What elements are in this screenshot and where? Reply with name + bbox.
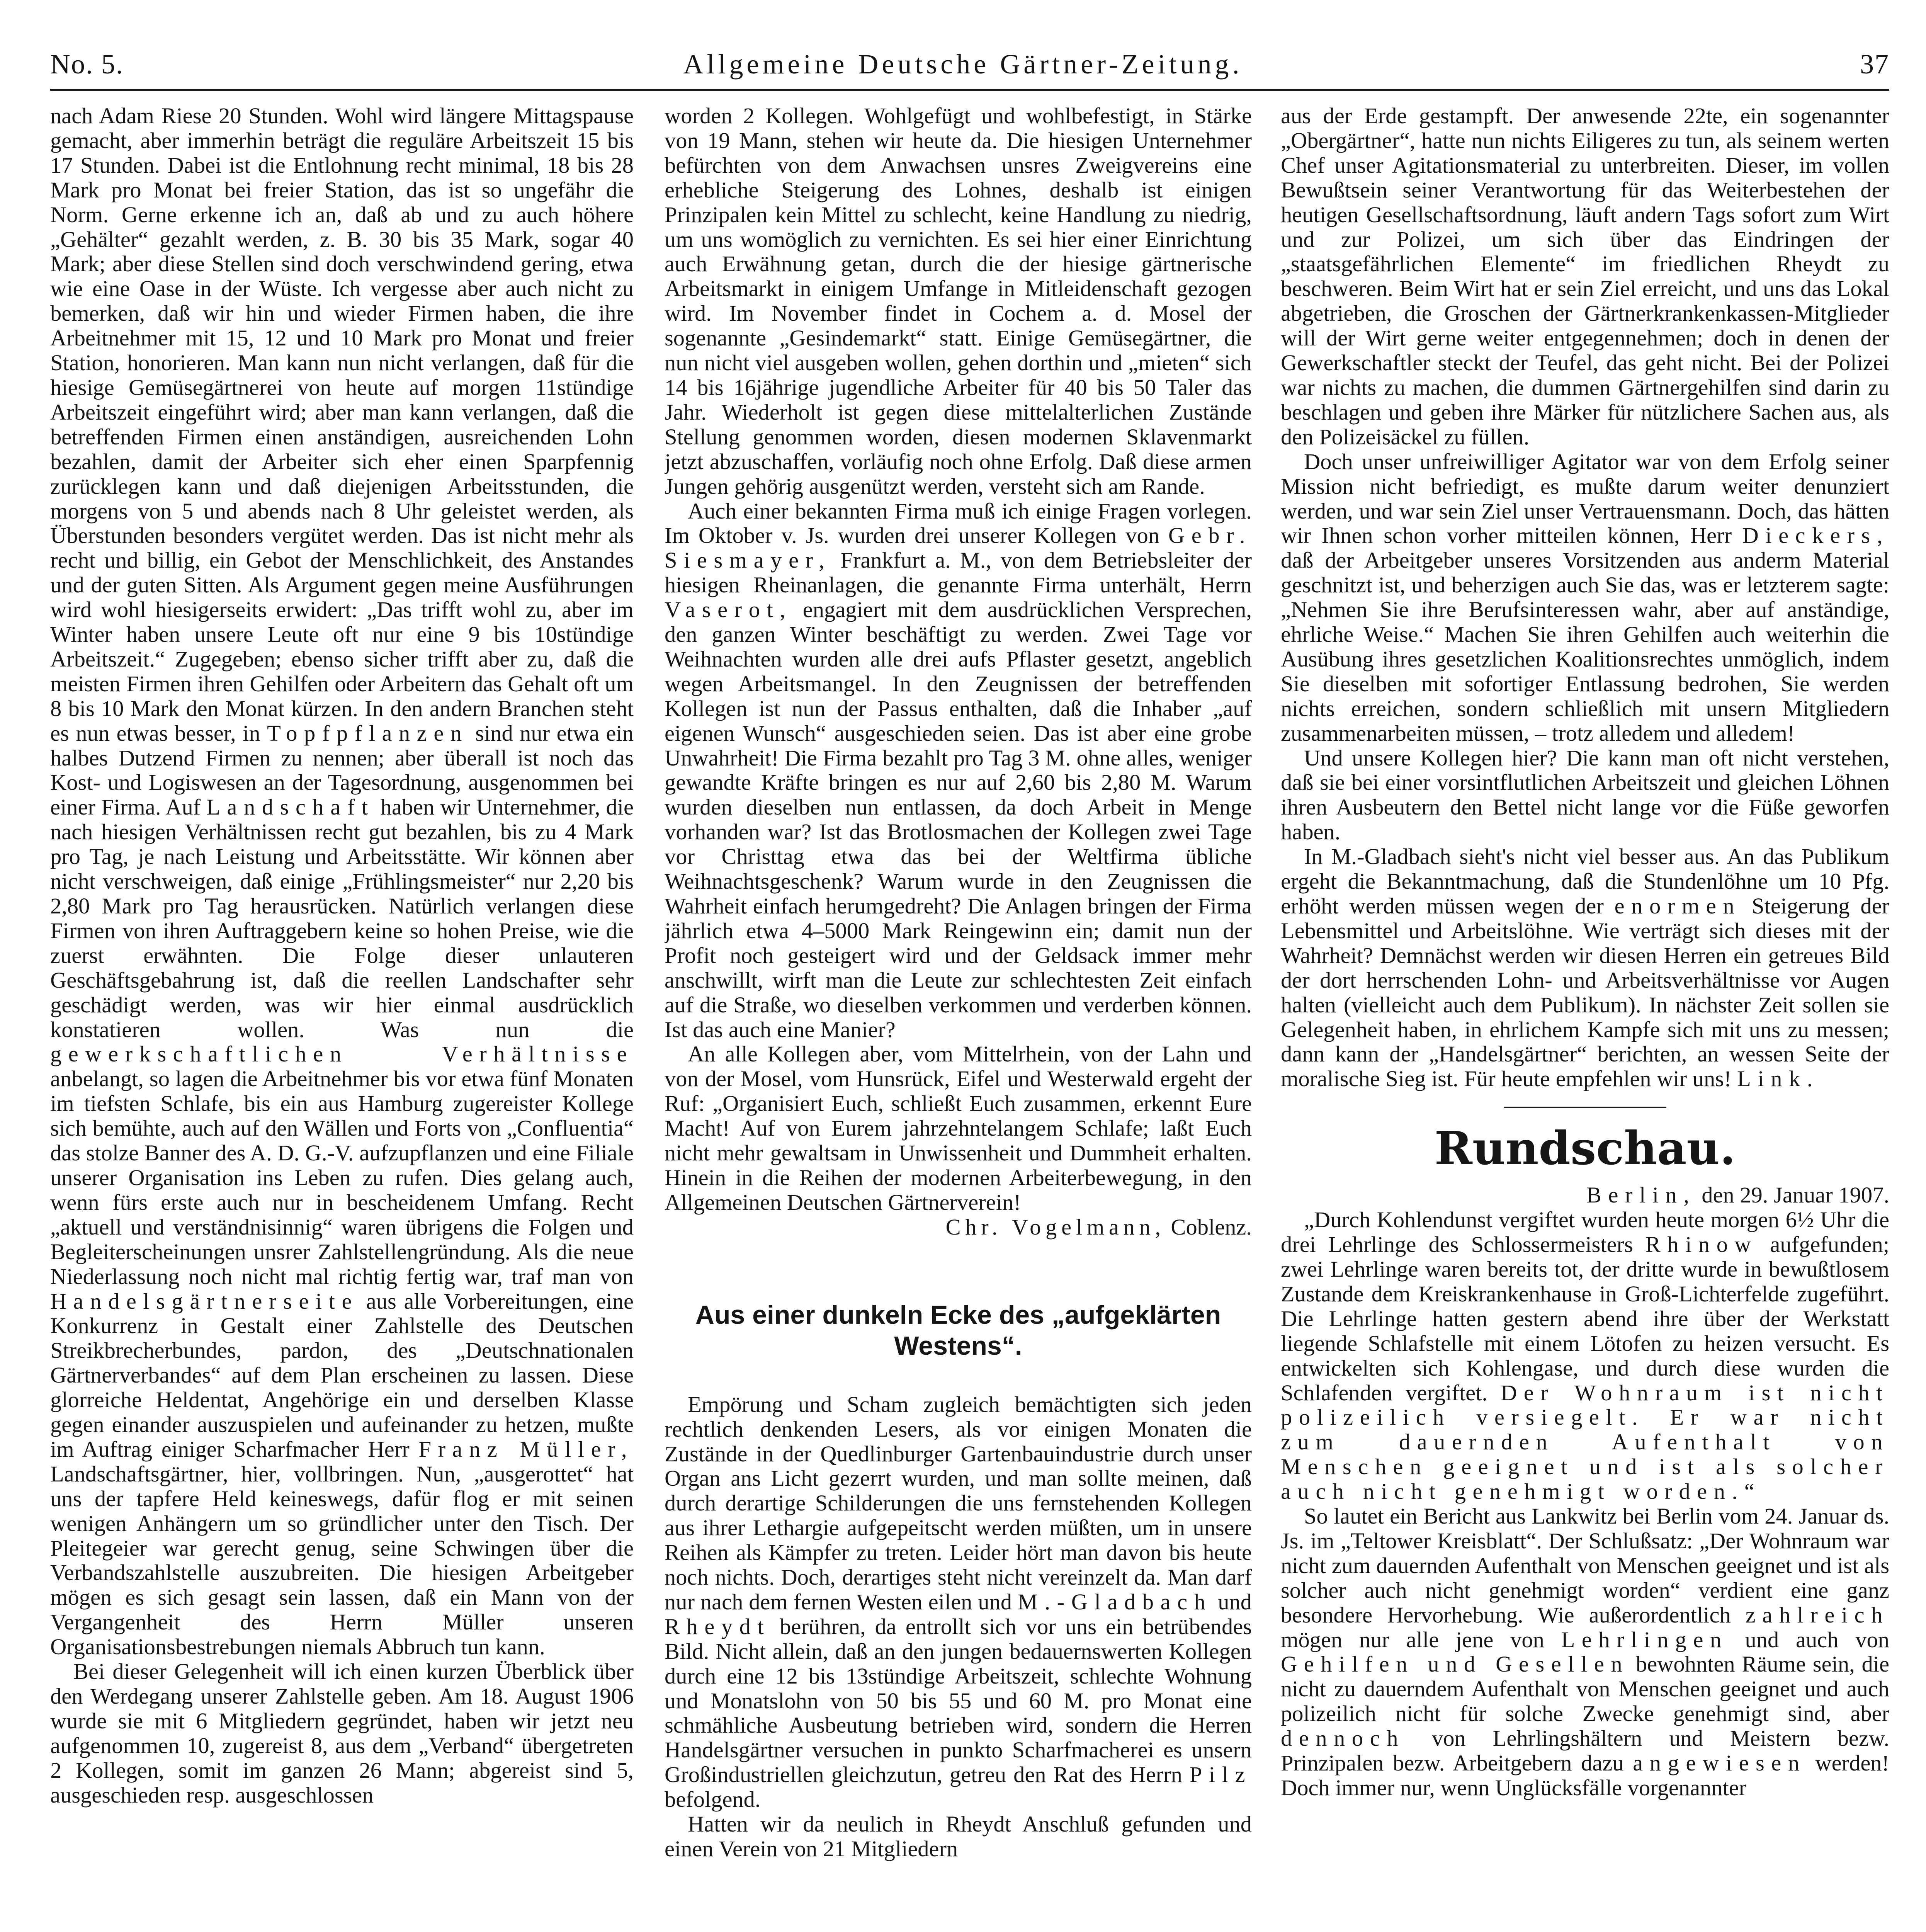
article-paragraph: aus der Erde gestampft. Der anwesende 22te, ein sogenannter „Obergärtner“, hatte nun nichts Eiligeres zu tun, als seinem werten Chef unser Agitationsmaterial zu unterbreiten. Dieser, im vollen Bewußtsein seiner Verantwortung für das Weiterbestehen der heutigen Gesellschaftsordnung, läuft andern Tags sofort zum Wirt und zur Polizei, um sich über das Eindringen der „staatsgefährlichen Elemente“ im friedlichen Rheydt zu beschweren. Beim Wirt hat er sein Ziel erreicht, und uns das Lokal abgetrieben, die Groschen der Gärtnerkrankenkassen-Mitglieder will der Wirt gerne weiter entgegennehmen; doch in denen der Gewerkschaftler steckt der Teufel, das geht nicht. Bei der Polizei war nichts zu machen, die dummen Gärtnergehilfen sind darin zu beschlagen und geben ihre Märker für nützlichere Sachen aus, als den Polizeisäckel zu füllen.: [1281, 104, 1889, 449]
emphasized-term: dennoch: [1281, 1726, 1405, 1751]
article-paragraph: Und unsere Kollegen hier? Die kann man oft nicht verstehen, daß sie bei einer vorsintflutlichen Arbeitszeit und gleichen Löhnen ihren Ausbeutern den Bettel nicht lange vor die Füße geworfen haben.: [1281, 745, 1889, 845]
article-paragraph: Doch unser unfreiwilliger Agitator war von dem Erfolg seiner Mission nicht befriedigt, es mußte darum weiter denunziert werden, und war sein Ziel unser Vertrauensmann. Doch, das hätten wir Ihnen schon vorher mitteilen können, Herr Dieckers, daß der Arbeitgeber unseres Vorsitzenden aus anderm Material geschnitzt ist, und beherzigen auch Sie das, was er letzterem sagte: „Nehmen Sie ihre Berufsinteressen wahr, aber auf anständige, ehrliche Weise.“ Machen Sie ihren Gehilfen auch weiterhin die Ausübung ihres gesetzlichen Koalitionsrechtes unmöglich, indem Sie dieselben mit sofortiger Entlassung bedrohen, Sie werden nichts erreichen, sondern schließlich mit unsern Mitgliedern zusammenarbeiten müssen, – trotz alledem und alledem!: [1281, 449, 1889, 746]
emphasized-name: Gebr. Siesmayer,: [665, 523, 1252, 573]
article-paragraph: In M.-Gladbach sieht's nicht viel besser aus. An das Publikum ergeht die Bekanntmachung, daß die Stundenlöhne um 10 Pfg. erhöht werden müssen wegen der enormen Steigerung der Lebensmittel und Arbeitslöhne. Wie verträgt sich dieses mit der Wahrheit? Demnächst werden wir diesen Herren ein getreues Bild der dort herrschenden Lohn- und Arbeitsverhältnisse vor Augen halten (vielleicht auch dem Publikum). In nächster Zeit sollen sie Gelegenheit haben, in ehrlichem Kampfe sich mit uns zu messen; dann kann der „Handelsgärtner“ berichten, an wessen Seite der moralische Sieg ist. Für heute empfehlen wir uns! Link.: [1281, 844, 1889, 1092]
article-paragraph: Auch einer bekannten Firma muß ich einige Fragen vorlegen. Im Oktober v. Js. wurden drei unserer Kollegen von Gebr. Siesmayer, Frankfurt a. M., von dem Betriebsleiter der hiesigen Rheinanlagen, die genannte Firma unterhält, Herrn Vaserot, engagiert mit dem ausdrücklichen Versprechen, den ganzen Winter beschäftigt zu werden. Zwei Tage vor Weihnachten wurden alle drei aufs Pflaster gesetzt, angeblich wegen Arbeitsmangel. In den Zeugnissen der betreffenden Kollegen ist nun der Passus enthalten, daß die Inhaber „auf eigenen Wunsch“ ausgeschieden seien. Das ist aber eine grobe Unwahrheit! Die Firma bezahlt pro Tag 3 M. ohne alles, weniger gewandte Kräfte bringen es nur auf 2,60 bis 2,80 M. Warum wurden dieselben nun entlassen, da doch Arbeit in Menge vorhanden war? Ist das Brotlosmachen der Kollegen zwei Tage vor Christtag etwa das bei der Weltfirma übliche Weihnachtsgeschenk? Warum wurde in den Zeugnissen die Wahrheit einfach herumgedreht? Die Anlagen bringen der Firma jährlich etwa 4–5000 Mark Reingewinn ein; damit nun der Profit noch gesteigert wird und der Geldsack immer mehr anschwillt, wirft man die Leute zur schlechtesten Zeit einfach auf die Straße, wo dieselben verkommen und verderben können. Ist das auch eine Manier?: [665, 498, 1252, 1042]
emphasized-name: Vaserot,: [665, 597, 792, 622]
emphasized-term: zahlreich: [1745, 1602, 1889, 1628]
section-title: Rundschau.: [1434, 1121, 1736, 1175]
emphasized-place: M.-Gladbach: [1018, 1589, 1212, 1614]
page-number: 37: [1860, 49, 1889, 80]
author-place: Coblenz.: [1171, 1214, 1252, 1240]
article-paragraph: So lautet ein Bericht aus Lankwitz bei Berlin vom 24. Januar ds. Js. im „Teltower Kreisblatt“. Der Schlußsatz: „Der Wohnraum war nicht zum dauernden Aufenthalt von Menschen geeignet und ist als solcher auch nicht genehmigt worden“ verdient eine ganz besondere Hervorhebung. Wie außerordentlich zahlreich mögen nur alle jene von Lehrlingen und auch von Gehilfen und Gesellen bewohnten Räume sein, die nicht zu dauerndem Aufenthalt von Menschen geeignet und auch polizeilich nicht für solche Zwecke genehmigt sind, aber dennoch von Lehrlingshältern und Meistern bezw. Prinzipalen bezw. Arbeitgebern dazu angewiesen werden! Doch immer nur, wenn Unglücksfälle vorgenannter: [1281, 1503, 1889, 1800]
article-paragraph: Bei dieser Gelegenheit will ich einen kurzen Überblick über den Werdegang unserer Zahlstelle geben. Am 18. August 1906 wurde sie mit 6 Mitgliedern gegründet, haben wir jetzt neu aufgenommen 10, zugereist 8, aus dem „Verband“ übergetreten 2 Kollegen, somit im ganzen 26 Mann; abgereist sind 5, ausgeschieden resp. ausgeschlossen: [50, 1659, 634, 1808]
header-rule: [50, 89, 1889, 91]
column-1: [50, 104, 634, 1932]
dateline: [1281, 1183, 1889, 1208]
article-paragraph: „Durch Kohlendunst vergiftet wurden heute morgen 6½ Uhr die drei Lehrlinge des Schlossermeisters Rhinow aufgefunden; zwei Lehrlinge waren bereits tot, der dritte wurde in bewußtlosem Zustande dem Kreiskrankenhause in Groß-Lichterfelde zugeführt. Die Lehrlinge hatten gestern abend ihre über der Werkstatt liegende Schlafstelle mit einem Lötofen zu heizen versucht. Es entwickelten sich Kohlengase, und durch diese wurden die Schlafenden vergiftet. Der Wohnraum ist nicht polizeilich versiegelt. Er war nicht zum dauernden Aufenthalt von Menschen geeignet und ist als solcher auch nicht genehmigt worden.“: [1281, 1207, 1889, 1504]
article-paragraph: An alle Kollegen aber, vom Mittelrhein, von der Lahn und von der Mosel, vom Hunsrück, Eifel und Westerwald ergeht der Ruf: „Organisiert Euch, schließt Euch zusammen, erkennt Eure Macht! Auf von Eurem jahrzehntelangem Schlafe; laßt Euch nicht mehr gewaltsam in Unwissenheit und Dummheit erhalten. Hinein in die Reihen der modernen Arbeiterbewegung, in den Allgemeinen Deutschen Gärtnerverein!: [665, 1041, 1252, 1215]
emphasized-term: angewiesen: [1633, 1750, 1806, 1776]
emphasized-name: Pilz: [1189, 1762, 1252, 1787]
emphasized-term: Topfpflanzen: [267, 720, 469, 746]
article-paragraph: Empörung und Scham zugleich bemächtigten sich jeden rechtlich denkenden Lesers, als vor einigen Monaten die Zustände in der Quedlinburger Gartenbauindustrie durch unser Organ ans Licht gezerrt wurden, und man sollte meinen, daß durch derartige Schilderungen die uns fernstehenden Kollegen aus ihrer Lethargie aufgepeitscht werden müßten, um in unsere Reihen als Kämpfer zu treten. Leider hört man davon bis heute noch nichts. Doch, derartiges steht nicht vereinzelt da. Man darf nur nach dem fernen Westen eilen und M.-Gladbach und Rheydt berühren, da entrollt sich vor uns ein betrübendes Bild. Nicht allein, daß an den jungen bedauernswerten Kollegen durch eine 12 bis 13stündige Arbeitszeit, schlechte Wohnung und Monatslohn von 50 bis 55 und 60 M. pro Monat eine schmähliche Ausbeutung betrieben wird, sondern die Herren Handelsgärtner versuchen in punkto Scharfmacherei es unsern Großindustriellen gleichzutun, getreu den Rat des Herrn Pilz befolgend.: [665, 1391, 1252, 1812]
emphasized-name: Franz Müller,: [418, 1436, 634, 1462]
emphasized-name: Rhinow: [1645, 1232, 1758, 1257]
article-paragraph: Hatten wir da neulich in Rheydt Anschluß gefunden und einen Verein von 21 Mitgliedern: [665, 1811, 1252, 1861]
article-paragraph: nach Adam Riese 20 Stunden. Wohl wird längere Mittagspause gemacht, aber immerhin beträgt die reguläre Arbeitszeit 15 bis 17 Stunden. Dabei ist die Entlohnung recht minimal, 18 bis 28 Mark pro Monat bei freier Station, das ist so ungefähr die Norm. Gerne erkenne ich an, daß ab und zu auch höhere „Gehälter“ gezahlt werden, z. B. 30 bis 35 Mark, sogar 40 Mark; aber diese Stellen sind doch verschwindend gering, etwa wie eine Oase in der Wüste. Ich vergesse aber auch nicht zu bemerken, daß wir hin und wieder Firmen haben, die ihre Arbeitnehmer mit 15, 12 und 10 Mark pro Monat und freier Station, honorieren. Man kann nun nicht verlangen, daß für die hiesige Gemüsegärtnerei von heute auf morgen 11stündige Arbeitszeit eingeführt wird; aber man kann verlangen, daß die betreffenden Firmen einen anständigen, ausreichenden Lohn bezahlen, damit der Arbeiter sich eher einen Sparpfennig zurücklegen kann und daß diejenigen Arbeitsstunden, die morgens von 5 und abends nach 8 Uhr geleistet werden, als Überstunden besonders vergütet werden. Das ist nicht mehr als recht und billig, ein Gebot der Menschlichkeit, des Anstandes und der guten Sitten. Als Argument gegen meine Ausführungen wird wohl hiesigerseits erwidert: „Das trifft wohl zu, aber im Winter haben unsere Leute oft nur eine 9 bis 10stündige Arbeitszeit.“ Zugegeben; ebenso sicher trifft aber zu, daß die meisten Firmen ihren Gehilfen oder Arbeitern das Gehalt oft um 8 bis 10 Mark den Monat kürzen. In den andern Branchen steht es nun etwas besser, in Topfpflanzen sind nur etwa ein halbes Dutzend Firmen zu nennen; aber überall ist noch das Kost- und Logiswesen an der Tagesordnung, ausgenommen bei einer Firma. Auf Landschaft haben wir Unternehmer, die nach hiesigen Verhältnissen recht gut bezahlen, bis zu 4 Mark pro Tag, je nach Leistung und Arbeitsstätte. Wir können aber nicht verschweigen, daß einige „Frühlingsmeister“ nur 2,20 bis 2,80 Mark pro Tag herausrücken. Natürlich verlangen diese Firmen von ihren Auftraggebern keine so hohen Preise, wie die zuerst erwähnten. Die Folge dieser unlauteren Geschäftsgebahrung ist, daß die reellen Landschafter sehr geschädigt werden, was wir hier einmal ausdrücklich konstatieren wollen. Was nun die gewerkschaftlichen Verhältnisse anbelangt, so lagen die Arbeitnehmer bis vor etwa fünf Monaten im tiefsten Schlafe, bis ein aus Hamburg zugereister Kollege sich bemühte, auch auf den Wällen und Forts von „Confluentia“ das stolze Banner des A. D. G.-V. aufzupflanzen und eine Filiale unserer Organisation ins Leben zu rufen. Dies gelang auch, wenn fürs erste auch nur in bescheidenem Umfang. Recht „aktuell und verständnisinnig“ waren übrigens die Folgen und Begleiterscheinungen unsrer Zahlstellengründung. Als die neue Niederlassung noch nicht mal richtig fertig war, traf man von Handelsgärtnerseite aus alle Vorbereitungen, eine Konkurrenz in Gestalt einer Zahlstelle des Deutschen Streikbrecherbundes, pardon, des „Deutschnationalen Gärtnerverbandes“ auf dem Plan erscheinen zu lassen. Diese glorreiche Heldentat, Angehörige ein und derselben Klasse gegen einander auszuspielen und aufeinander zu hetzen, mußte im Auftrag einiger Scharfmacher Herr Franz Müller, Landschaftsgärtner, hier, vollbringen. Nun, „ausgerottet“ hat uns der tapfere Held keineswegs, dafür flog er mit seinen wenigen Anhängern um so gründlicher unter den Tisch. Der Pleitegeier war gerecht genug, seine Schwingen über die Verbandszahlstelle auszubreiten. Die hiesigen Arbeitgeber mögen es sich gesagt sein lassen, daß ein Mann von der Vergangenheit des Herrn Müller unseren Organisationsbestrebungen niemals Abbruch tun kann.: [50, 104, 634, 1660]
issue-number: No. 5.: [50, 49, 124, 80]
dateline-date: den 29. Januar 1907.: [1702, 1182, 1889, 1208]
emphasized-term: gewerkschaftlichen Verhältnisse: [50, 1041, 634, 1067]
author-signature: Link.: [1737, 1066, 1819, 1092]
column-3: [1281, 104, 1889, 1932]
author-name: Chr. Vogelmann,: [945, 1214, 1165, 1240]
emphasized-term: enormen: [1614, 893, 1741, 918]
emphasized-term: Gehilfen und Gesellen: [1281, 1651, 1629, 1677]
newspaper-title: Allgemeine Deutsche Gärtner-Zeitung.: [683, 49, 1243, 80]
section-divider: [1504, 1107, 1666, 1108]
dateline-place: Berlin,: [1586, 1182, 1696, 1208]
article-title: Aus einer dunkeln Ecke des „aufgeklärten Westens“.: [695, 1300, 1221, 1361]
column-2: [665, 104, 1252, 1932]
emphasized-place: Rheydt: [665, 1614, 771, 1639]
article-paragraph: worden 2 Kollegen. Wohlgefügt und wohlbefestigt, in Stärke von 19 Mann, stehen wir heute da. Die hiesigen Unternehmer befürchten von dem Anwachsen unsres Zweigvereins eine erhebliche Steigerung des Lohnes, deshalb ist einigen Prinzipalen kein Mittel zu schlecht, keine Handlung zu niedrig, um uns womöglich zu vernichten. Es sei hier einer Einrichtung auch Erwähnung getan, durch die der hiesige gärtnerische Arbeitsmarkt in einigem Umfange in Mitleidenschaft gezogen wird. Im November findet in Cochem a. d. Mosel der sogenannte „Gesindemarkt“ statt. Einige Gemüsegärtner, die nun nicht viel ausgeben wollen, gehen dorthin und „mieten“ sich 14 bis 16jährige jugendliche Arbeiter für 40 bis 50 Taler das Jahr. Wiederholt ist gegen diese mittelalterlichen Zustände Stellung genommen worden, diesen modernen Sklavenmarkt jetzt abzuschaffen, vorläufig noch ohne Erfolg. Daß diese armen Jungen gehörig ausgenützt werden, versteht sich am Rande.: [665, 104, 1252, 499]
emphasized-quote: Der Wohnraum ist nicht polizeilich versiegelt. Er war nicht zum dauernden Aufenthalt von Menschen geeignet und ist als solcher auch nicht genehmigt worden.“: [1281, 1380, 1889, 1504]
emphasized-term: Lehrlingen: [1561, 1627, 1728, 1652]
emphasized-term: Handelsgärtnerseite: [50, 1288, 359, 1314]
author-signature: [665, 1215, 1252, 1240]
emphasized-name: Dieckers,: [1742, 523, 1889, 548]
emphasized-term: Landschaft: [206, 794, 375, 820]
